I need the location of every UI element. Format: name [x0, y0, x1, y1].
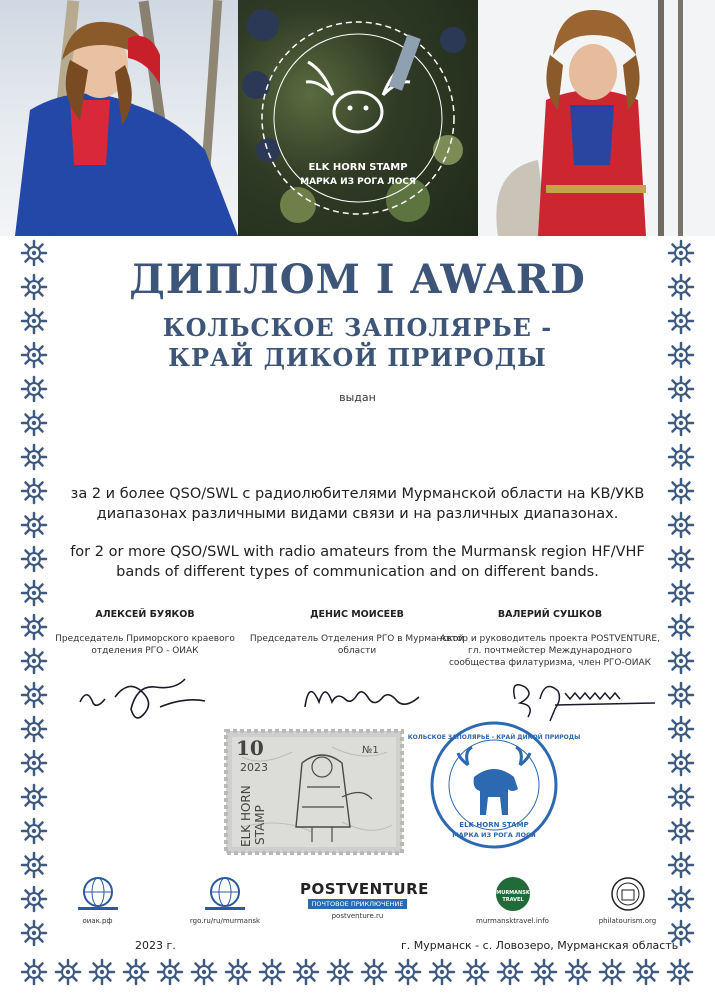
logo-philatourism	[590, 876, 665, 925]
stamp-year: 2023	[240, 761, 268, 774]
award-subtitle-line1: КОЛЬСКОЕ ЗАПОЛЯРЬЕ -	[162, 313, 553, 342]
badge-line2: TRAVEL	[501, 897, 524, 903]
award-subtitle-line2: КРАЙ ДИКОЙ ПРИРОДЫ	[168, 343, 547, 372]
stamp-label-1: ELK HORN	[239, 785, 253, 847]
logo-oiak	[60, 876, 135, 925]
logo-caption: rgo.ru/ru/murmansk	[189, 917, 261, 925]
globe-icon	[68, 876, 128, 912]
murmansk-travel-badge	[493, 876, 533, 912]
elk-horn-stamp	[222, 727, 406, 857]
round-stamp-line1: ELK HORN STAMP	[459, 821, 529, 829]
logo-postventure	[300, 880, 429, 920]
logo-caption: оиак.рф	[82, 917, 113, 925]
bottom-ornament-border	[18, 958, 708, 998]
postventure-wordmark: POSTVENTURE	[300, 880, 429, 898]
stamp-label-2: STAMP	[253, 805, 267, 845]
postventure-tagline: ПОЧТОВОЕ ПРИКЛЮЧЕНИЕ	[308, 899, 408, 909]
award-text-russian: за 2 и более QSO/SWL с радиолюбителями Мурманской области на КВ/УКВ диапазонах различными видами связи и на различных диапазонах.	[70, 486, 645, 522]
footer-place: г. Мурманск - с. Ловозеро, Мурманская область	[401, 939, 679, 952]
signatory-buyakov	[35, 609, 255, 731]
stamp-number: №1	[362, 745, 379, 756]
round-stamp-line2: МАРКА ИЗ РОГА ЛОСЯ	[452, 831, 536, 839]
emblem-text-line1: ELK HORN STAMP	[308, 162, 408, 173]
boy-in-fur-hat-photo	[478, 0, 715, 236]
logo-rgo	[185, 876, 265, 925]
logo-caption: philatourism.org	[598, 917, 657, 925]
round-elk-stamp	[407, 719, 581, 851]
award-title: ДИПЛОМ I AWARD	[129, 256, 586, 303]
signature-graphic	[35, 657, 255, 727]
signatory-role: Председатель Приморского краевого отделения РГО - ОИАК	[55, 634, 235, 656]
logo-caption: postventure.ru	[331, 912, 384, 920]
footer-year: 2023 г.	[135, 939, 176, 952]
signatory-name: ДЕНИС МОИСЕЕВ	[310, 609, 404, 620]
signatory-moiseev	[247, 609, 467, 731]
round-stamp-ring-text: КОЛЬСКОЕ ЗАПОЛЯРЬЕ - КРАЙ ДИКОЙ ПРИРОДЫ	[407, 734, 581, 741]
logo-caption: murmansktravel.info	[476, 917, 549, 925]
signatory-name: ВАЛЕРИЙ СУШКОВ	[497, 609, 603, 620]
signatory-name: АЛЕКСЕЙ БУЯКОВ	[95, 609, 195, 620]
badge-line1: MURMANSK	[495, 890, 530, 896]
moss-and-berries-photo	[238, 0, 478, 236]
signatory-sushkov	[440, 609, 660, 733]
signatory-role: Председатель Отделения РГО в Мурманской области	[249, 634, 465, 656]
girl-in-fur-hat-photo	[0, 0, 238, 236]
signatory-role: Автор и руководитель проекта POSTVENTURE, гл. почтмейстер Международного сообщества филатуризма, член РГО-ОИАК	[440, 634, 660, 668]
award-text-english: for 2 or more QSO/SWL with radio amateurs from the Murmansk region HF/VHF bands of different types of communication and on different bands.	[70, 544, 645, 580]
signature-graphic	[247, 657, 467, 727]
logo-murmansk-travel	[475, 876, 550, 925]
emblem-text-line2: МАРКА ИЗ РОГА ЛОСЯ	[300, 177, 416, 187]
header-photos	[0, 0, 715, 236]
globe-icon	[195, 876, 255, 912]
globe-icon	[608, 876, 648, 912]
issued-label: выдан	[339, 391, 376, 404]
stamp-value: 10	[236, 736, 264, 760]
